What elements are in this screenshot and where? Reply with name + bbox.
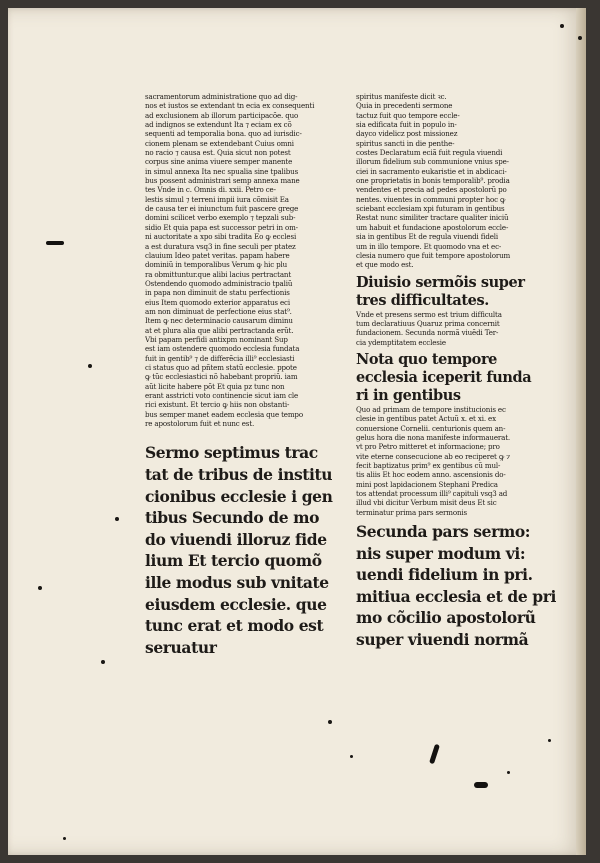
- text-line: fecit baptizatus prim⁹ ex gentibus cũ mul-: [356, 460, 501, 470]
- text-line: am non diminuat de perfectione eius stat⁹.: [145, 306, 292, 316]
- text-line: tis aliis Et hoc eodem anno. ascensionis do-: [356, 470, 506, 480]
- ink-mark: [474, 782, 488, 788]
- text-line: ni auctoritate a xpo sibi tradita Eo ꝙ ecclesi: [145, 232, 297, 242]
- text-line: vt pro Petro mitteret et informacione; pro: [356, 442, 500, 452]
- text-line: sequenti ad temporalia bona. quo ad iurisdic-: [145, 129, 302, 139]
- text-line: in simul annexa Ita nec spualia sine tpalibus: [145, 166, 299, 176]
- text-line: sidio Et quia papa est successor petri in om-: [145, 222, 298, 232]
- heading-line: ille modus sub vnitate: [145, 572, 329, 592]
- heading-line: tres difficultates.: [356, 291, 489, 309]
- text-line: at et plura alia que alibi pertractanda erũt.: [145, 325, 294, 335]
- division-text: [356, 310, 556, 347]
- text-line: Vnde et presens sermo est trium difficulta: [356, 309, 502, 319]
- heading-line: Sermo septimus trac: [145, 443, 318, 463]
- text-line: Item ꝙ nec determinacio causarum diminu: [145, 316, 293, 326]
- text-line: tes Vnde in c. Omnis di. xxii. Petro ce-: [145, 185, 276, 195]
- text-line: terminatur prima pars sermonis: [356, 507, 467, 517]
- nota-heading: [356, 351, 556, 405]
- text-line: corpus sine anima viuere semper manente: [145, 157, 293, 167]
- ink-dot: [578, 36, 582, 40]
- text-line: et que modo est.: [356, 260, 414, 270]
- text-line: cia ydemptitatem ecclesie: [356, 337, 446, 347]
- ink-dot: [548, 739, 551, 742]
- text-line: cionem plenam se extendebant Cuius omni: [145, 138, 294, 148]
- heading-line: ecclesia iceperit funda: [356, 368, 532, 386]
- text-line: ꝙ tũc ecclesiastici nõ habebant propriũ. iam: [145, 372, 298, 382]
- left-column: [145, 92, 345, 658]
- text-line: de causa ter ei iniunctum fuit pascere grege: [145, 204, 299, 214]
- heading-line: tunc erat et modo est: [145, 616, 324, 636]
- text-line: illud vbi dicitur Verbum misit deus Et sic: [356, 498, 497, 508]
- text-line: ad indignos se extendunt Ita ⁊ eciam ex cõ: [145, 120, 292, 130]
- heading-line: Diuisio sermõis super: [356, 273, 525, 291]
- ink-dot: [350, 755, 353, 758]
- heading-line: do viuendi illoruz fide: [145, 529, 327, 549]
- right-column: [356, 92, 556, 651]
- ink-dot: [115, 517, 119, 521]
- text-line: re apostolorum fuit et nunc est.: [145, 419, 255, 429]
- heading-line: lium Et tercio quomõ: [145, 551, 322, 571]
- text-line: ci status quo ad pñtem statũ ecclesie. ppote: [145, 362, 297, 372]
- text-line: dayco videlicz post missionez: [356, 129, 458, 139]
- text-line: um habuit et fundacione apostolorum eccle-: [356, 222, 509, 232]
- heading-line: seruatur: [145, 637, 217, 657]
- text-line: bus semper manet eadem ecclesia que tempo: [145, 409, 303, 419]
- ink-dot: [328, 720, 332, 724]
- heading-line: super viuendi normã: [356, 630, 529, 649]
- ink-dot: [63, 837, 66, 840]
- text-line: sia edificata fuit in populo in-: [356, 120, 457, 130]
- heading-line: tat de tribus de institu: [145, 464, 333, 484]
- text-line: conuersione Cornelii. centurionis quem an-: [356, 423, 506, 433]
- text-line: vite eterne consecucione ab eo reciperet ꝙ ⁊: [356, 451, 511, 461]
- text-line: mini post lapidacionem Stephani Predica: [356, 479, 498, 489]
- division-heading: [356, 274, 556, 310]
- text-line: um in illo tempore. Et quomodo vna et ec-: [356, 241, 502, 251]
- right-opening-paragraph: [356, 92, 556, 270]
- text-line: spiritus manifeste dicit ꝛc.: [356, 92, 447, 101]
- text-line: bus possent administrari semp annexa mane: [145, 176, 300, 186]
- text-line: no racio ⁊ causa est. Quia sicut non potest: [145, 148, 291, 158]
- book-page: [8, 8, 586, 855]
- text-line: rici existunt. Et tercio ꝙ hiis non obstanti-: [145, 400, 290, 410]
- text-line: in papa non diminuit de statu perfectionis: [145, 288, 290, 298]
- text-line: ad exclusionem ab illorum participacõe. quo: [145, 110, 299, 120]
- heading-line: cionibus ecclesie i gen: [145, 486, 333, 506]
- text-line: nentes. viuentes in communi propter hoc ꝙ: [356, 194, 506, 204]
- text-line: lestis simul ⁊ terreni impii iura cõmisit Ea: [145, 194, 289, 204]
- text-line: clesie in gentibus patet Actuũ x. et xi. ex: [356, 414, 496, 424]
- text-line: ciei in sacramento eukaristie et in abdicaci-: [356, 166, 507, 176]
- text-line: a est duratura vsq3 in fine seculi per ptatez: [145, 241, 296, 251]
- heading-line: mo cõcilio apostolorũ: [356, 608, 536, 628]
- sermon-heading: [145, 442, 345, 658]
- ink-dot: [38, 586, 42, 590]
- second-part-heading: [356, 521, 556, 651]
- text-line: illorum fidelium sub communione vnius spe-: [356, 157, 509, 167]
- left-paragraph: [145, 92, 345, 428]
- ink-dot: [507, 771, 510, 774]
- text-line: est iam ostendere quomodo ecclesia fundata: [145, 344, 300, 354]
- text-line: dominiũ in temporalibus Verum ꝙ hic plu: [145, 260, 288, 270]
- text-line: vendentes et precia ad pedes apostolorũ po: [356, 185, 507, 195]
- text-line: ra obmittuntur.que alibi lacius pertractant: [145, 269, 292, 279]
- text-line: nos et iustos se extendant tn ecia ex consequenti: [145, 101, 315, 111]
- text-line: spiritus sancti in die penthe-: [356, 138, 455, 148]
- text-line: clauium Ideo patet veritas. papam habere: [145, 250, 290, 260]
- text-line: fuit in gentib⁹ ⁊ de differẽcia illi⁹ ecclesiasti: [145, 353, 295, 363]
- text-line: erant asstricti voto continencie sicut iam cle: [145, 391, 299, 400]
- text-line: clesia numero que fuit tempore apostolorum: [356, 250, 511, 260]
- text-line: Ostendendo quomodo administracio tpaliũ: [145, 278, 293, 288]
- heading-line: uendi fidelium in pri.: [356, 565, 533, 585]
- text-line: domini scilicet verbo exemplo ⁊ tepzali sub-: [145, 213, 296, 223]
- text-line: one proprietatis in bonis temporalib⁹. prodia: [356, 176, 510, 186]
- text-line: tum declaratiuus Quaruz prima concernit: [356, 318, 500, 328]
- heading-line: mitiua ecclesia et de pri: [356, 586, 556, 606]
- text-line: tos attendat processum illi⁹ capituli vsq3 ad: [356, 489, 508, 498]
- text-line: Quia in precedenti sermone: [356, 101, 453, 111]
- ink-mark: [46, 241, 64, 245]
- text-line: sciebant ecclesiam xpi futuram in gentibus: [356, 204, 505, 214]
- text-line: fundacionem. Secunda normã viuẽdi Ter-: [356, 328, 499, 338]
- text-line: gelus hora die nona manifeste informauerat.: [356, 432, 511, 442]
- text-line: Quo ad primam de tempore institucionis ec: [356, 404, 506, 414]
- ink-mark: [429, 744, 440, 765]
- text-line: sacramentorum administratione quo ad dig-: [145, 92, 298, 101]
- heading-line: tibus Secundo de mo: [145, 508, 320, 528]
- ink-dot: [560, 24, 564, 28]
- text-line: tactuz fuit quo tempore eccle-: [356, 110, 460, 120]
- page-gutter: [576, 8, 586, 855]
- heading-line: nis super modum vi:: [356, 543, 526, 563]
- text-line: Vbi papam perfidi antixpm nominant Sup: [145, 334, 288, 344]
- text-line: aũt licite habere põt Et quia pz tunc non: [145, 381, 285, 391]
- text-line: sia in gentibus Et de regula viuendi fideli: [356, 232, 499, 242]
- text-line: costes Declaratum eciã fuit regula viuendi: [356, 148, 503, 158]
- heading-line: Secunda pars sermo:: [356, 522, 531, 542]
- heading-line: ri in gentibus: [356, 386, 461, 404]
- text-line: Restat nunc similiter tractare qualiter iniciũ: [356, 213, 509, 223]
- ink-dot: [101, 660, 105, 664]
- ink-dot: [88, 364, 92, 368]
- nota-text: [356, 405, 556, 517]
- text-line: eius Item quomodo exterior apparatus eci: [145, 297, 290, 307]
- heading-line: Nota quo tempore: [356, 350, 498, 368]
- heading-line: eiusdem ecclesie. que: [145, 594, 327, 614]
